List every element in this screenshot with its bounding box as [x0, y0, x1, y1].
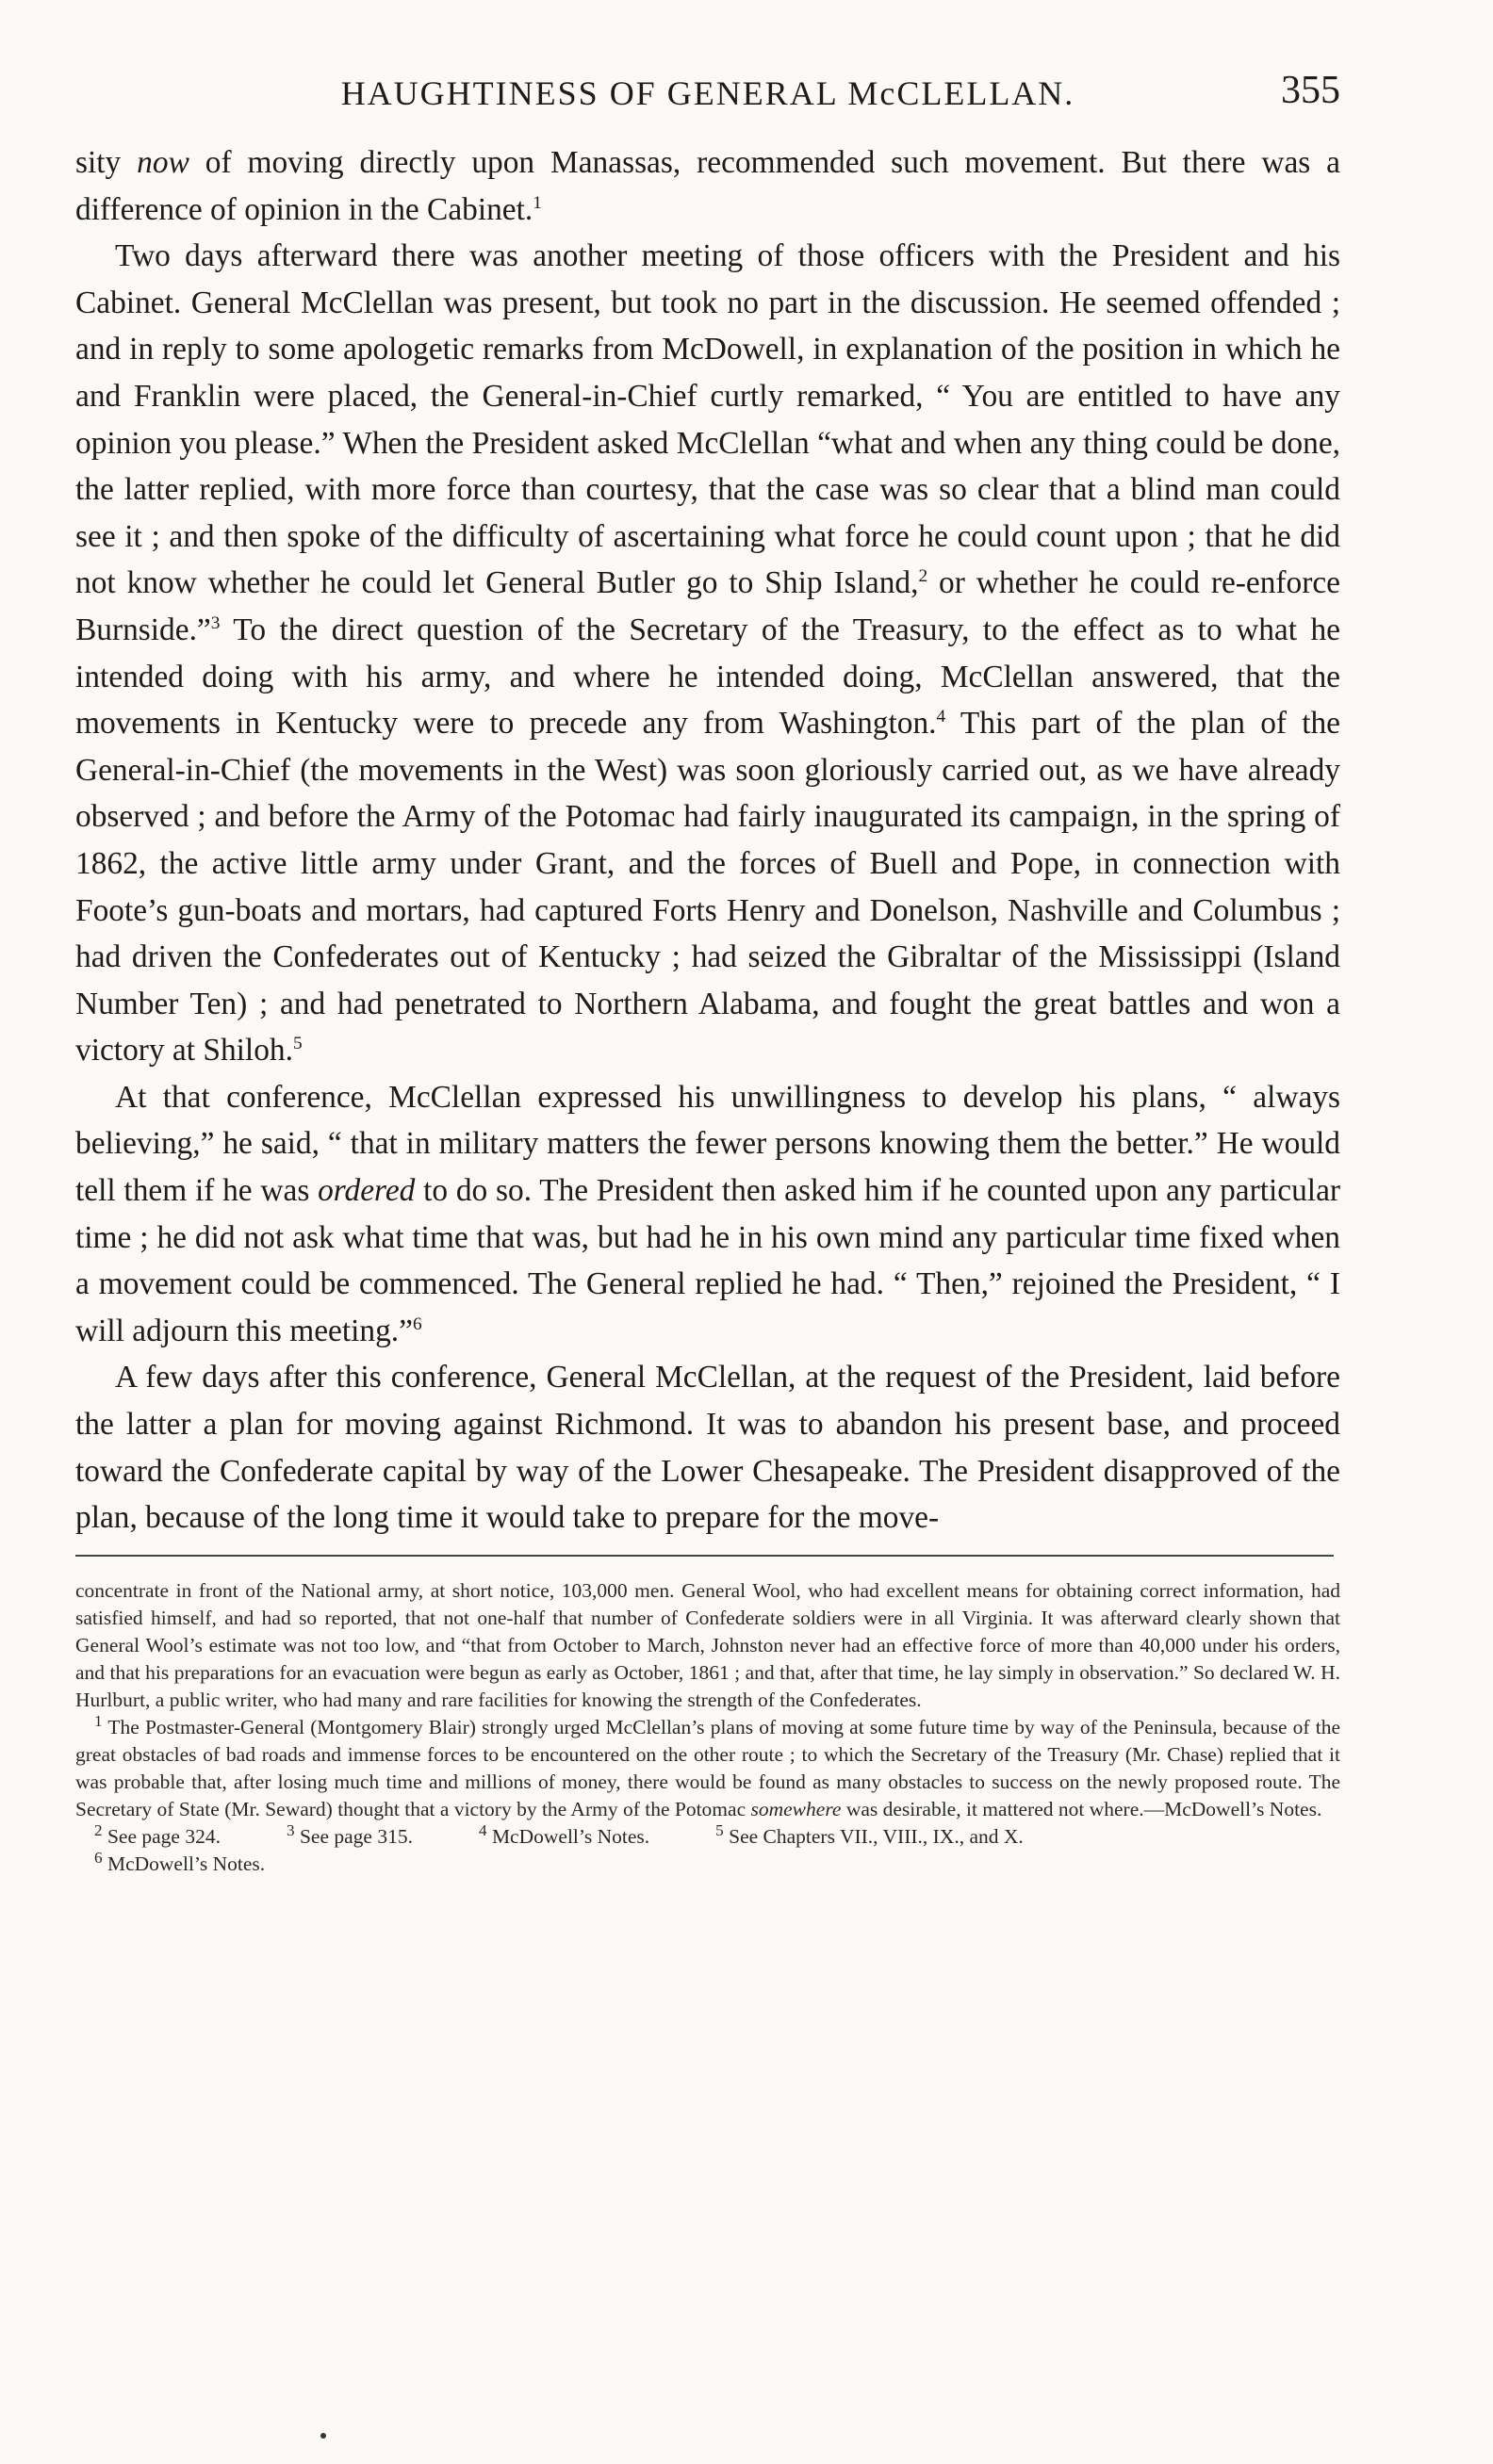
text-run: To the direct question of the Secretary of the Treasury, to the effect as to what he intended doing with his army, and where he intended doing, McClellan answered, that the movements in Kentucky were to precede any from Washington.	[75, 612, 1340, 742]
book-page	[75, 57, 1340, 1878]
text-run: sity	[75, 145, 138, 180]
text-run: At that conference, McClellan expressed his unwillingness to develop his plans, “ always believing,” he said, “ that in military matters the fewer persons knowing them the better.” He would tell them if he was	[75, 1079, 1340, 1209]
text-run: McDowell’s Notes.	[486, 1824, 650, 1848]
text-run: See page 324.	[102, 1824, 221, 1848]
footnote-divider	[75, 1555, 1334, 1557]
paragraph-4: A few days after this conference, General McClellan, at the request of the President, laid before the latter a plan for moving against Richmond. It was to abandon his present base, and proceed toward the Confederate capital by way of the Lower Chesapeake. The President disapproved of the plan, because of the long time it would take to prepare for the move-	[75, 1360, 1340, 1536]
running-head: HAUGHTINESS OF GENERAL McCLELLAN.	[340, 74, 1075, 112]
footnote-4	[478, 1820, 650, 1851]
footnote-6	[75, 1848, 1340, 1878]
footnote-ref-6[interactable]: 6	[412, 1314, 422, 1334]
ink-speck	[320, 2433, 326, 2439]
footnote-1	[75, 1711, 1340, 1823]
text-run: of moving directly upon Manassas, recommended such movement. But there was a difference of opinion in the Cabinet.	[75, 145, 1341, 227]
text-run: was desirable, it mattered not where.—McDowell’s Notes.	[841, 1797, 1322, 1820]
footnote-number: 5	[715, 1820, 724, 1839]
text-run: or whether he could re-enforce Burnside.”	[75, 565, 1340, 647]
footnote-5	[715, 1820, 1024, 1851]
emphasis: somewhere	[750, 1797, 842, 1820]
text-run: to do so. The President then asked him if he counted upon any particular time ; he did not ask what time that was, but had he in his own mind any particular time fixed when a movement could be commenced. The General replied he had. “ Then,” rejoined the President, “ I will adjourn this meeting.”	[75, 1173, 1341, 1348]
text-run: See page 315.	[294, 1824, 413, 1848]
text-run: See Chapters VII., VIII., IX., and X.	[723, 1824, 1024, 1848]
footnote-number: 4	[478, 1820, 487, 1839]
text-run: Two days afterward there was another meeting of those officers with the President and his Cabinet. General McClellan was present, but took no part in the discussion. He seemed offended ; and in reply to some apologetic remarks from McDowell, in explanation of the position in which he and Franklin were placed, the General-in-Chief curtly remarked, “ You are entitled to have any opinion you please.” When the President asked McClellan “what and when any thing could be done, the latter replied, with more force than courtesy, that the case was so clear that a blind man could see it ; and then spoke of the difficulty of ascertaining what force he could count upon ; that he did not know whether he could let General Butler go to Ship Island,	[75, 238, 1340, 601]
text-run: The Postmaster-General (Montgomery Blair) strongly urged McClellan’s plans of moving at some future time by way of the Peninsula, because of the great obstacles of bad roads and immense forces to be encountered on the other route ; to which the Secretary of the Treasury (Mr. Chase) replied that it was probable that, after losing much time and millions of money, there would be found as many obstacles to success on the newly proposed route. The Secretary of State (Mr. Seward) thought that a victory by the Army of the Potomac	[75, 1715, 1340, 1820]
footnote-number: 6	[94, 1848, 103, 1867]
emphasis: now	[137, 145, 189, 180]
text-run: McDowell’s Notes.	[102, 1852, 266, 1875]
footnote-ref-1[interactable]: 1	[533, 192, 542, 213]
page-number: 355	[1281, 69, 1340, 112]
footnote-2	[94, 1820, 221, 1851]
footnote-number: 2	[94, 1820, 103, 1839]
footnote-ref-3[interactable]: 3	[210, 612, 221, 633]
footnote-ref-4[interactable]: 4	[936, 707, 946, 726]
footnote-3	[286, 1820, 413, 1851]
text-run: This part of the plan of the General-in-Chief (the movements in the West) was soon gloriously carried out, as we have already observed ; and before the Army of the Potomac had fairly inaugurated its campaign, in the spring of 1862, the active little army under Grant, and the forces of Buell and Pope, in connection with Foote’s gun-boats and mortars, had captured Forts Henry and Donelson, Nashville and Columbus ; had driven the Confederates out of Kentucky ; had seized the Gibraltar of the Mississippi (Island Number Ten) ; and had penetrated to Northern Alabama, and fought the great battles and won a victory at Shiloh.	[75, 706, 1340, 1069]
emphasis: ordered	[318, 1173, 416, 1209]
footnote-number: 1	[94, 1711, 103, 1730]
footnote-row	[75, 1820, 1340, 1851]
footnotes	[75, 1577, 1340, 1878]
main-text	[75, 139, 1340, 1542]
footnote-continued: concentrate in front of the National army, at short notice, 103,000 men. General Wool, who had excellent means for obtaining correct information, had satisfied himself, and had so reported, that not one-half that number of Confederate soldiers were in all Virginia. It was afterward clearly shown that General Wool’s estimate was not too low, and “that from October to March, Johnston never had an effective force of more than 40,000 under his orders, and that his preparations for an evacuation were begun as early as October, 1861 ; and that, after that time, he lay simply in observation.” So declared W. H. Hurlburt, a public writer, who had many and rare facilities for knowing the strength of the Confederates.	[75, 1578, 1340, 1711]
paragraph-3	[75, 1074, 1340, 1355]
footnote-number: 3	[286, 1820, 295, 1839]
paragraph-2	[75, 233, 1340, 1074]
footnote-ref-2[interactable]: 2	[918, 566, 928, 587]
footnote-ref-5[interactable]: 5	[292, 1034, 303, 1054]
paragraph-1	[75, 139, 1340, 233]
page-header	[75, 57, 1340, 132]
